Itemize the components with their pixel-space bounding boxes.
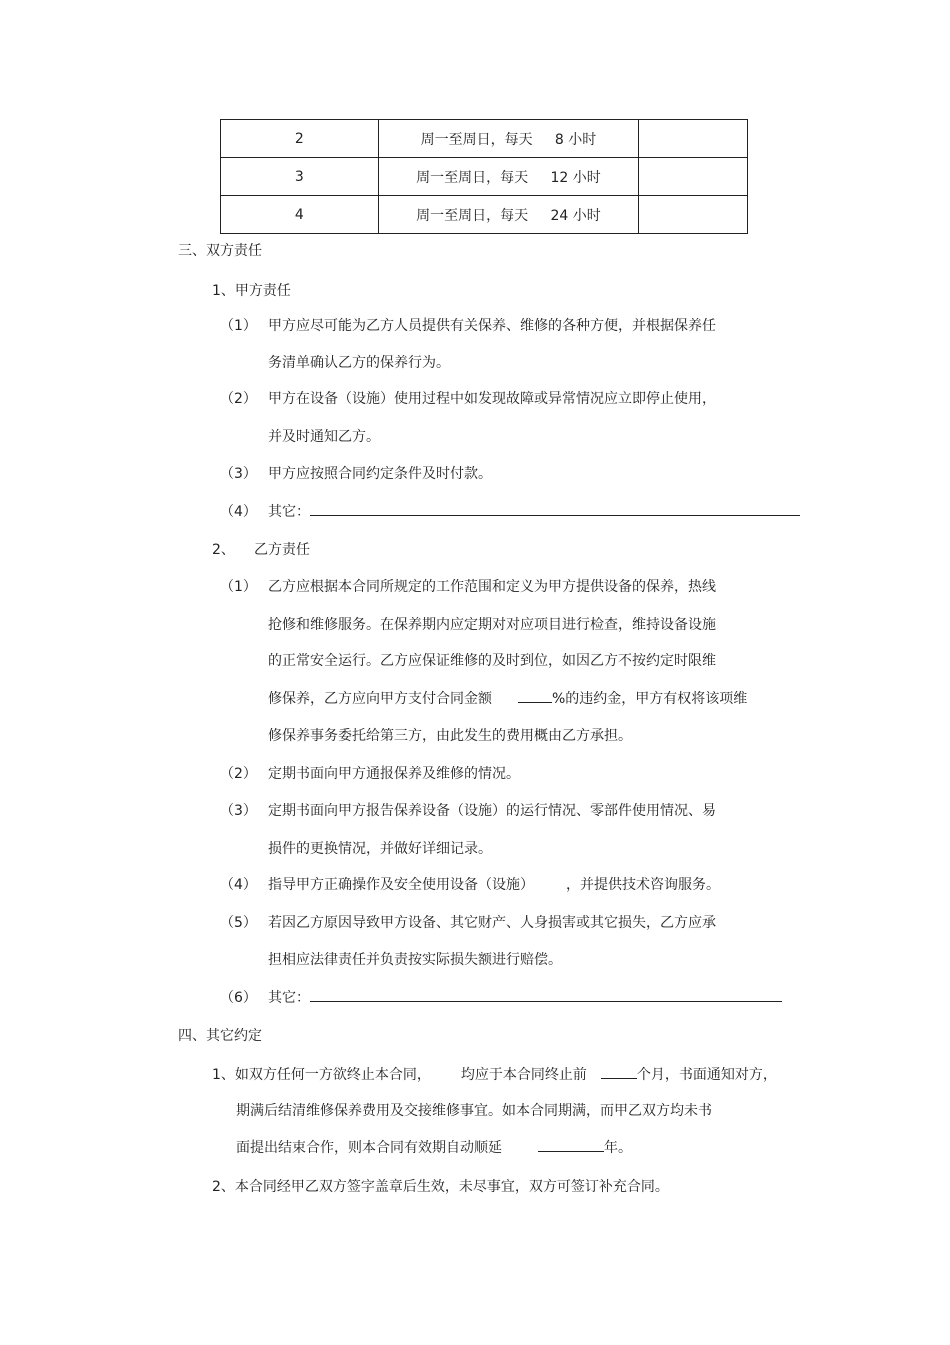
paragraph-line: 2、本合同经甲乙双方签字盖章后生效，未尽事宜，双方可签订补充合同。	[212, 1179, 669, 1195]
item-number: （1）	[220, 579, 257, 595]
table-row	[221, 158, 748, 196]
partyA-heading: 1、甲方责任	[212, 283, 291, 299]
item-number: （4）	[220, 504, 257, 520]
paragraph-line: 指导甲方正确操作及安全使用设备（设施） ，并提供技术咨询服务。	[268, 877, 720, 893]
paragraph-line: 担相应法律责任并负责按实际损失额进行赔偿。	[268, 952, 562, 968]
row-extra	[639, 196, 748, 234]
paragraph-line: 期满后结清维修保养费用及交接维修事宜。如本合同期满，而甲乙双方均未书	[236, 1103, 712, 1119]
item-number: （4）	[220, 877, 257, 893]
fill-in-blank[interactable]	[310, 989, 782, 1002]
paragraph-line: 面提出结束合作，则本合同有效期自动顺延 年。	[236, 1140, 632, 1156]
paragraph-line: 甲方应尽可能为乙方人员提供有关保养、维修的各种方便，并根据保养任	[268, 318, 716, 334]
row-schedule: 周一至周日，每天 8 小时	[378, 120, 639, 158]
row-number: 3	[221, 158, 379, 196]
paragraph-line: 修保养事务委托给第三方，由此发生的费用概由乙方承担。	[268, 728, 632, 744]
item-number: （2）	[220, 766, 257, 782]
partyB-heading: 乙方责任	[254, 542, 310, 558]
row-schedule: 周一至周日，每天 12 小时	[378, 158, 639, 196]
paragraph-line: 抢修和维修服务。在保养期内应定期对对应项目进行检查，维持设备设施	[268, 617, 716, 633]
fill-in-blank[interactable]	[310, 503, 800, 516]
item-number: （5）	[220, 915, 257, 931]
paragraph-line: 甲方应按照合同约定条件及时付款。	[268, 466, 492, 482]
fill-in-blank[interactable]	[518, 690, 552, 703]
fill-in-blank[interactable]	[601, 1066, 637, 1079]
paragraph-line: 1、如双方任何一方欲终止本合同， 均应于本合同终止前 个月，书面通知对方，	[212, 1067, 777, 1083]
row-number: 2	[221, 120, 379, 158]
item-number: （1）	[220, 318, 257, 334]
item-number: （2）	[220, 391, 257, 407]
row-extra	[639, 158, 748, 196]
row-extra	[639, 120, 748, 158]
service-schedule-table	[220, 119, 748, 234]
partyB-heading-number: 2、	[212, 542, 235, 558]
paragraph-line: 修保养，乙方应向甲方支付合同金额 %的违约金，甲方有权将该项维	[268, 691, 748, 707]
item-number: （3）	[220, 803, 257, 819]
paragraph-line: 务清单确认乙方的保养行为。	[268, 355, 450, 371]
item-number: （6）	[220, 990, 257, 1006]
paragraph-line: 定期书面向甲方报告保养设备（设施）的运行情况、零部件使用情况、易	[268, 803, 716, 819]
item-number: （3）	[220, 466, 257, 482]
row-number: 4	[221, 196, 379, 234]
paragraph-line: 定期书面向甲方通报保养及维修的情况。	[268, 766, 520, 782]
table-row	[221, 196, 748, 234]
paragraph-line: 若因乙方原因导致甲方设备、其它财产、人身损害或其它损失，乙方应承	[268, 915, 716, 931]
row-schedule: 周一至周日，每天 24 小时	[378, 196, 639, 234]
paragraph-line: 其它：	[268, 989, 782, 1007]
section4-title: 四、其它约定	[178, 1028, 262, 1044]
paragraph-line: 其它：	[268, 503, 800, 521]
paragraph-line: 乙方应根据本合同所规定的工作范围和定义为甲方提供设备的保养，热线	[268, 579, 716, 595]
paragraph-line: 并及时通知乙方。	[268, 429, 380, 445]
paragraph-line: 甲方在设备（设施）使用过程中如发现故障或异常情况应立即停止使用，	[268, 391, 716, 407]
table-row	[221, 120, 748, 158]
paragraph-line: 的正常安全运行。乙方应保证维修的及时到位，如因乙方不按约定时限维	[268, 653, 716, 669]
section3-title: 三、双方责任	[178, 243, 262, 259]
fill-in-blank[interactable]	[538, 1139, 604, 1152]
paragraph-line: 损件的更换情况，并做好详细记录。	[268, 841, 492, 857]
